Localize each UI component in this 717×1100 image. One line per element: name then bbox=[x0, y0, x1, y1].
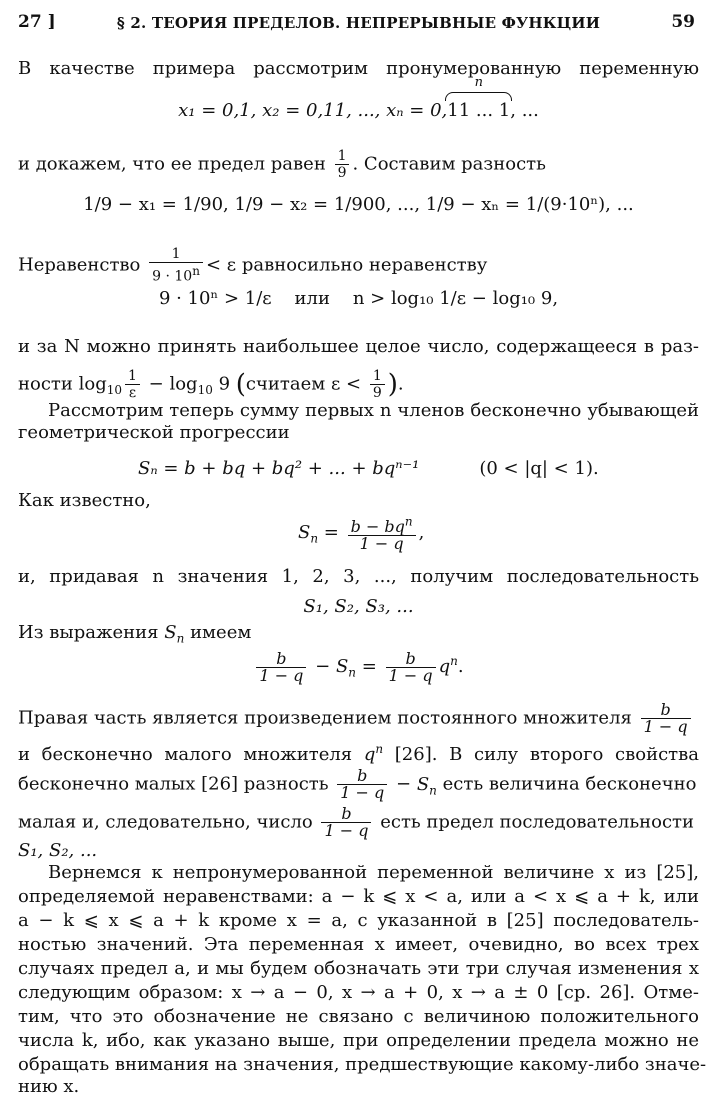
text-line: ностью значений. Эта переменная x имеет, очевидно, во всех трех bbox=[18, 934, 699, 955]
text-line: случаях предел a, и мы будем обозначать эти три случая изменения x bbox=[18, 958, 699, 979]
text-segment: Из выражения bbox=[18, 622, 159, 643]
formula-part: x₁ = 0,1, x₂ = 0,11, ..., xₙ = 0, bbox=[178, 100, 448, 121]
text-line: и за N можно принять наибольшее целое число, содержащееся в раз- bbox=[18, 336, 699, 357]
formula-part: S₁, S₂, ... bbox=[18, 840, 98, 861]
fraction-one-ninth: $\frac{1}{9}$ bbox=[335, 148, 350, 181]
formula-geometric-sum bbox=[18, 458, 699, 480]
text-line: Вернемся к непронумерованной переменной величине x из [25], bbox=[48, 862, 699, 883]
text-line: нию x. bbox=[18, 1076, 80, 1097]
overbrace-group bbox=[447, 75, 511, 122]
text-segment: есть предел последовательности bbox=[380, 811, 694, 833]
page-number: 59 bbox=[671, 12, 695, 32]
text-line: числа k, ибо, как указано выше, при определении предела можно не bbox=[18, 1030, 699, 1051]
section-ref: 27 ] bbox=[18, 12, 56, 32]
text-line: Неравенство $\frac{1}{9 \cdot 10^n}$ < ε равносильно неравенству bbox=[18, 246, 488, 285]
formula-part: (0 < |q| < 1). bbox=[479, 458, 599, 479]
formula-part: 9 · 10ⁿ > 1/ε bbox=[158, 288, 272, 309]
text-line: следующим образом: x → a − 0, x → a + 0, x → a ± 0 [ср. 26]. Отме- bbox=[18, 982, 699, 1003]
text-line: Как известно, bbox=[18, 490, 151, 511]
text-segment: бесконечно малых [26] разность bbox=[18, 773, 329, 795]
formula-sum-closed: $S_n$ = $b - bq^n$ 1 − q , bbox=[298, 515, 425, 554]
formula-part: , ... bbox=[510, 100, 539, 121]
text-segment: или bbox=[294, 288, 330, 309]
formula-part: S₁, S₂, S₃, ... bbox=[303, 596, 414, 617]
formula-differences: 1/9 − x₁ = 1/90, 1/9 − x₂ = 1/900, ..., 1/9 − xₙ = 1/(9·10ⁿ), ... bbox=[83, 194, 634, 215]
text-segment: . Составим разность bbox=[352, 153, 546, 175]
text-line: обращать внимания на значения, предшествующие какому-либо значе- bbox=[18, 1054, 707, 1075]
text-segment: Неравенство bbox=[18, 254, 141, 276]
text-segment: считаем bbox=[245, 373, 326, 395]
formula-inequality bbox=[18, 288, 699, 310]
overbrace-label: n bbox=[474, 75, 483, 90]
text-segment: малая и, следовательно, число bbox=[18, 811, 313, 833]
fraction-inline: $\frac{1}{9 \cdot 10^n}$ bbox=[149, 246, 203, 285]
text-line bbox=[18, 148, 699, 181]
text-segment: и докажем, что ее предел равен bbox=[18, 153, 326, 175]
formula-difference-s: $\frac{b}{1 - q}$ − $S_n$ = $\frac{b}{1 - q}$ $q^n$. bbox=[18, 650, 699, 684]
text-line: Из выражения $S_n$ имеем bbox=[18, 622, 252, 646]
text-line: и, придавая n значения 1, 2, 3, ..., получим последовательность bbox=[18, 566, 699, 587]
text-line: ности $\log_{10}$ $\frac{1}{\varepsilon}$ − $\log_{10} 9$ (считаем ε < $\frac{1}{9}$ ). bbox=[18, 368, 404, 401]
text-segment: имеем bbox=[190, 622, 252, 643]
text-line: малая и, следовательно, число $\frac{b}{1 - q}$ есть предел последовательности bbox=[18, 804, 694, 840]
text-segment: есть величина бесконечно bbox=[442, 773, 697, 795]
formula-sequence bbox=[18, 75, 699, 122]
running-title: § 2. ТЕОРИЯ ПРЕДЕЛОВ. НЕПРЕРЫВНЫЕ ФУНКЦИИ bbox=[116, 14, 601, 32]
text-line: геометрической прогрессии bbox=[18, 422, 290, 443]
text-line: тим, что это обозначение не связано с величиною положительного bbox=[18, 1006, 699, 1027]
repeated-ones: 11 ... 1 bbox=[447, 100, 511, 121]
text-line: определяемой неравенствами: a − k ⩽ x < a, или a < x ⩽ a + k, или bbox=[18, 886, 699, 907]
text-line: В качестве примера рассмотрим пронумерованную переменную bbox=[18, 58, 699, 79]
text-segment: равносильно неравенству bbox=[241, 254, 488, 276]
text-segment: ности bbox=[18, 373, 73, 395]
formula-part: n > log₁₀ 1/ε − log₁₀ 9, bbox=[352, 288, 559, 309]
text-line: и бесконечно малого множителя $q^n$ [26]. В силу второго свойства bbox=[18, 742, 699, 765]
formula-sequence-s bbox=[18, 596, 699, 618]
text-segment: и бесконечно малого множителя bbox=[18, 744, 353, 765]
text-line: a − k ⩽ x ⩽ a + k кроме x = a, с указанной в [25] последователь- bbox=[18, 910, 699, 931]
running-header bbox=[18, 12, 699, 38]
text-segment: [26]. В силу второго свойства bbox=[394, 744, 699, 765]
text-line: бесконечно малых [26] разность $\frac{b}{1 - q}$ − $S_n$ есть величина бесконечно bbox=[18, 766, 697, 802]
formula-sequence-tail bbox=[18, 840, 699, 862]
text-line: Правая часть является произведением постоянного множителя $\frac{b}{1 - q}$ bbox=[18, 702, 699, 735]
text-line: Рассмотрим теперь сумму первых n членов бесконечно убывающей bbox=[48, 400, 699, 421]
formula-part: Sₙ = b + bq + bq² + ... + bqⁿ⁻¹ bbox=[138, 458, 420, 479]
text-segment: Правая часть является произведением постоянного множителя bbox=[18, 707, 632, 729]
